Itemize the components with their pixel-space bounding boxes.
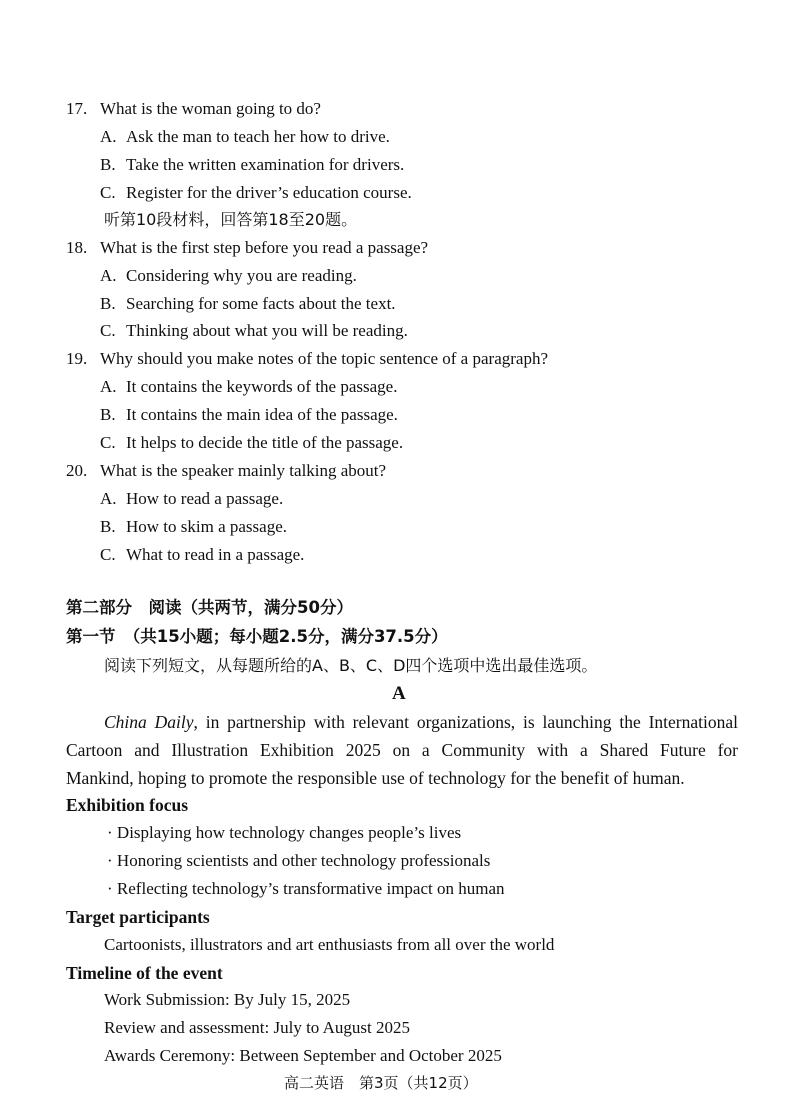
option-letter: A. xyxy=(100,266,117,285)
passage-label: A xyxy=(392,683,406,704)
participants-heading: Target participants xyxy=(66,907,210,927)
option-20b xyxy=(100,516,287,538)
question-18 xyxy=(66,237,428,259)
question-text: What is the speaker mainly talking about? xyxy=(100,461,387,480)
question-number: 19. xyxy=(66,349,88,368)
option-letter: C. xyxy=(100,183,116,202)
intro-text: , in partnership with relevant organizations, is launching the International xyxy=(193,712,738,732)
option-text: Considering why you are reading. xyxy=(126,266,357,285)
timeline-item: Awards Ceremony: Between September and October 2025 xyxy=(104,1046,502,1065)
page-footer: 高二英语 第3页（共12页） xyxy=(284,1074,478,1092)
option-text: Take the written examination for drivers. xyxy=(126,155,405,174)
timeline-item: Review and assessment: July to August 2025 xyxy=(104,1018,410,1037)
option-18b xyxy=(100,293,396,315)
question-17 xyxy=(66,98,321,120)
focus-item xyxy=(107,850,490,872)
passage-intro-line-3: Mankind, hoping to promote the responsible use of technology for the benefit of human. xyxy=(66,768,685,788)
option-letter: A. xyxy=(100,127,117,146)
option-20c xyxy=(100,544,304,566)
option-letter: B. xyxy=(100,294,116,313)
option-17c xyxy=(100,182,412,204)
option-text: It contains the main idea of the passage. xyxy=(126,405,398,424)
option-19b xyxy=(100,404,398,426)
question-number: 17. xyxy=(66,99,88,118)
option-19a xyxy=(100,376,397,398)
option-letter: C. xyxy=(100,545,116,564)
option-letter: A. xyxy=(100,489,117,508)
focus-heading: Exhibition focus xyxy=(66,795,189,815)
option-text: It contains the keywords of the passage. xyxy=(126,377,398,396)
question-number: 20. xyxy=(66,461,88,480)
option-text: It helps to decide the title of the passage. xyxy=(126,433,404,452)
reading-instruction: 阅读下列短文，从每题所给的A、B、C、D四个选项中选出最佳选项。 xyxy=(104,656,598,675)
part-two-title: 第二部分 阅读（共两节，满分50分） xyxy=(66,598,353,617)
focus-item xyxy=(107,878,505,900)
option-17b xyxy=(100,154,404,176)
option-19c xyxy=(100,432,403,454)
option-letter: B. xyxy=(100,517,116,536)
option-letter: A. xyxy=(100,377,117,396)
option-text: Thinking about what you will be reading. xyxy=(126,321,408,340)
question-text: What is the first step before you read a passage? xyxy=(100,238,429,257)
option-letter: C. xyxy=(100,321,116,340)
option-letter: B. xyxy=(100,155,116,174)
option-text: What to read in a passage. xyxy=(126,545,305,564)
participants-text: Cartoonists, illustrators and art enthusiasts from all over the world xyxy=(104,935,555,954)
bullet-icon: · xyxy=(107,823,117,842)
section-one-title: 第一节 （共15小题；每小题2.5分，满分37.5分） xyxy=(66,627,448,646)
newspaper-name: China Daily xyxy=(104,712,194,732)
option-text: How to read a passage. xyxy=(126,489,284,508)
focus-item xyxy=(107,822,461,844)
option-text: Ask the man to teach her how to drive. xyxy=(126,127,390,146)
bullet-icon: · xyxy=(107,879,117,898)
option-20a xyxy=(100,488,283,510)
passage-intro-line-2: Cartoon and Illustration Exhibition 2025 on a Community with a Shared Future for xyxy=(66,740,738,760)
option-letter: B. xyxy=(100,405,116,424)
question-number: 18. xyxy=(66,238,88,257)
focus-item-text: Honoring scientists and other technology professionals xyxy=(116,851,491,870)
option-letter: C. xyxy=(100,433,116,452)
focus-item-text: Reflecting technology’s transformative impact on human xyxy=(116,879,505,898)
listening-instruction: 听第10段材料，回答第18至20题。 xyxy=(104,210,358,229)
option-17a xyxy=(100,126,390,148)
option-text: Searching for some facts about the text. xyxy=(126,294,396,313)
question-text: What is the woman going to do? xyxy=(100,99,321,118)
option-18a xyxy=(100,265,357,287)
timeline-heading: Timeline of the event xyxy=(66,963,223,983)
timeline-item: Work Submission: By July 15, 2025 xyxy=(104,990,351,1009)
bullet-icon: · xyxy=(107,851,117,870)
question-text: Why should you make notes of the topic sentence of a paragraph? xyxy=(100,349,548,368)
question-19 xyxy=(66,348,548,370)
question-20 xyxy=(66,460,386,482)
focus-item-text: Displaying how technology changes people’s lives xyxy=(116,823,462,842)
passage-intro-line-1 xyxy=(66,708,738,736)
option-text: Register for the driver’s education course. xyxy=(126,183,412,202)
option-18c xyxy=(100,320,408,342)
option-text: How to skim a passage. xyxy=(126,517,288,536)
